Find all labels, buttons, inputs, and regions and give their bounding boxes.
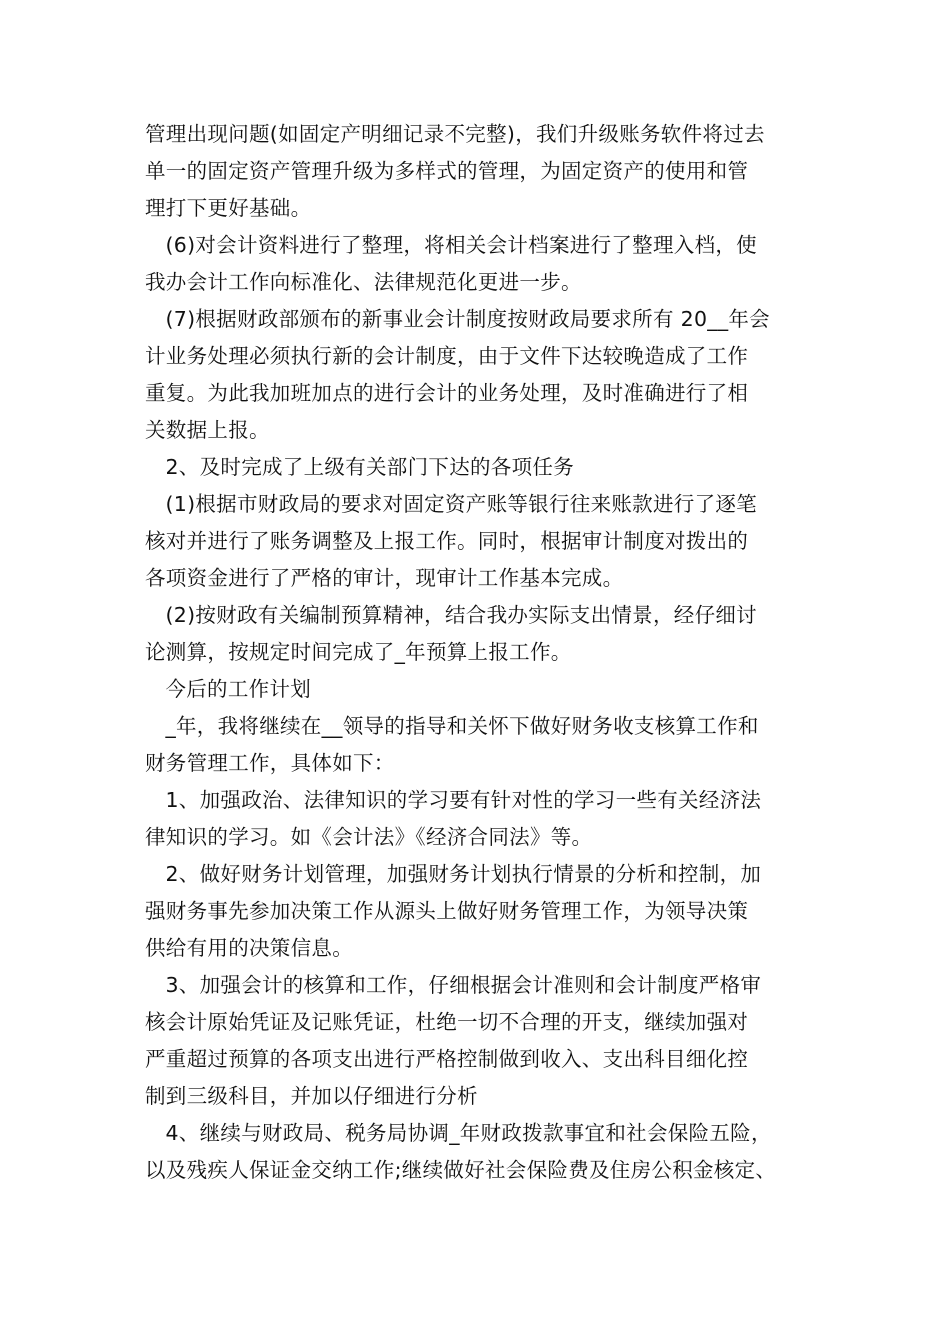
text-line: 理打下更好基础。 [145,196,312,220]
text-line: 各项资金进行了严格的审计，现审计工作基本完成。 [145,566,624,590]
text-line: 单一的固定资产管理升级为多样式的管理，为固定资产的使用和管 [145,159,749,183]
text-line: 我办会计工作向标准化、法律规范化更进一步。 [145,270,582,294]
text-line: 核对并进行了账务调整及上报工作。同时，根据审计制度对拨出的 [145,529,749,553]
text-line: 论测算，按规定时间完成了_年预算上报工作。 [145,640,572,664]
text-line: 4、继续与财政局、税务局协调_年财政拨款事宜和社会保险五险， [145,1121,772,1145]
text-line: 3、加强会计的核算和工作，仔细根据会计准则和会计制度严格审 [145,973,762,997]
text-line: 严重超过预算的各项支出进行严格控制做到收入、支出科目细化控 [145,1047,749,1071]
text-line: (7)根据财政部颁布的新事业会计制度按财政局要求所有 20__年会 [145,307,770,331]
text-line: 律知识的学习。如《会计法》《经济合同法》等。 [145,825,593,849]
text-line: (2)按财政有关编制预算精神，结合我办实际支出情景，经仔细讨 [145,603,757,627]
text-line: 供给有用的决策信息。 [145,936,353,960]
text-line: 管理出现问题(如固定产明细记录不完整)，我们升级账务软件将过去 [145,122,765,146]
text-line: (6)对会计资料进行了整理，将相关会计档案进行了整理入档，使 [145,233,757,257]
text-line: 关数据上报。 [145,418,270,442]
section-heading: 今后的工作计划 [145,677,312,701]
text-line: 强财务事先参加决策工作从源头上做好财务管理工作，为领导决策 [145,899,749,923]
text-line: 制到三级科目，并加以仔细进行分析 [145,1084,478,1108]
text-line: (1)根据市财政局的要求对固定资产账等银行往来账款进行了逐笔 [145,492,757,516]
document-body [145,116,825,1189]
text-line: 核会计原始凭证及记账凭证，杜绝一切不合理的开支，继续加强对 [145,1010,749,1034]
text-line: 1、加强政治、法律知识的学习要有针对性的学习一些有关经济法 [145,788,762,812]
text-line: 以及残疾人保证金交纳工作;继续做好社会保险费及住房公积金核定、 [145,1158,777,1182]
text-line: 重复。为此我加班加点的进行会计的业务处理，及时准确进行了相 [145,381,749,405]
text-line: 2、做好财务计划管理，加强财务计划执行情景的分析和控制，加 [145,862,762,886]
text-line: 财务管理工作，具体如下： [145,751,395,775]
text-line: 计业务处理必须执行新的会计制度，由于文件下达较晚造成了工作 [145,344,749,368]
section-heading: 2、及时完成了上级有关部门下达的各项任务 [145,455,574,479]
text-line: _年，我将继续在__领导的指导和关怀下做好财务收支核算工作和 [145,714,759,738]
